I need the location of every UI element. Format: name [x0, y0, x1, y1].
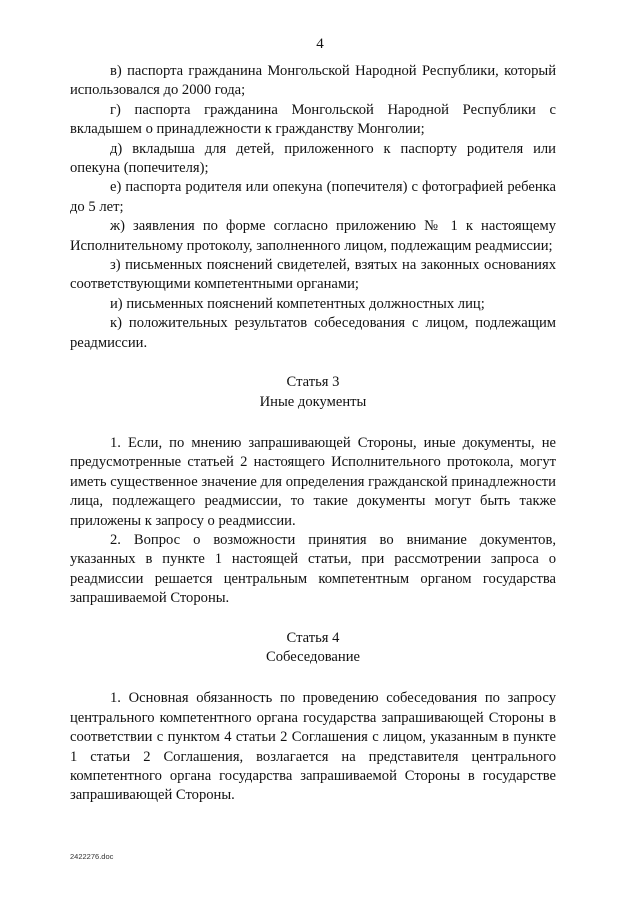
article-4-paragraph-1: 1. Основная обязанность по проведению собеседования по запросу центрального компетентного органа государства запрашивающей Стороны в соответствии с пунктом 4 статьи 2 Соглашения с лицом, указанным в пункте 1 статьи 2 Соглашения, возлагается на представителя центрального компетентного органа государства запрашиваемой Стороны в государстве запрашивающей Стороны.	[70, 690, 556, 804]
article-3-paragraph-1: 1. Если, по мнению запрашивающей Стороны, иные документы, не предусмотренные статьей 2 настоящего Исполнительного протокола, могут иметь существенное значение для определения гражданской принадлежности лица, подлежащего реадмиссии, то такие документы могут быть также приложены к запросу о реадмиссии.	[70, 434, 556, 529]
list-item: г) паспорта гражданина Монгольской Народной Республики с вкладышем о принадлежности к гражданству Монголии;	[70, 101, 556, 138]
article-3-title: Иные документы	[259, 393, 367, 410]
list-item: д) вкладыша для детей, приложенного к паспорту родителя или опекуна (попечителя);	[70, 140, 556, 177]
article-3	[70, 373, 556, 608]
list-item: и) письменных пояснений компетентных должностных лиц;	[110, 295, 485, 312]
document-footer-filename: 2422276.doc	[70, 852, 114, 861]
list-item: е) паспорта родителя или опекуна (попечителя) с фотографией ребенка до 5 лет;	[70, 179, 556, 215]
list-item: ж) заявления по форме согласно приложению № 1 к настоящему Исполнительному протоколу, заполненного лицом, подлежащим реадмиссии;	[70, 218, 556, 254]
article-3-paragraph-2: 2. Вопрос о возможности принятия во внимание документов, указанных в пункте 1 настоящей статьи, при рассмотрении запроса о реадмиссии решается центральным компетентным органом государства запрашиваемой Стороны.	[70, 531, 556, 607]
list-item: з) письменных пояснений свидетелей, взятых на законных основаниях соответствующими компетентными органами;	[70, 257, 556, 293]
list-item: к) положительных результатов собеседования с лицом, подлежащим реадмиссии.	[70, 315, 556, 351]
article-4-title: Собеседование	[265, 648, 361, 665]
article-4	[70, 629, 556, 806]
document-body	[70, 62, 556, 806]
list-item: в) паспорта гражданина Монгольской Народной Республики, который использовался до 2000 года;	[70, 63, 556, 99]
page-number: 4	[316, 36, 324, 52]
article-3-number: Статья 3	[286, 374, 340, 391]
document-list	[70, 62, 556, 353]
article-4-number: Статья 4	[286, 629, 340, 646]
